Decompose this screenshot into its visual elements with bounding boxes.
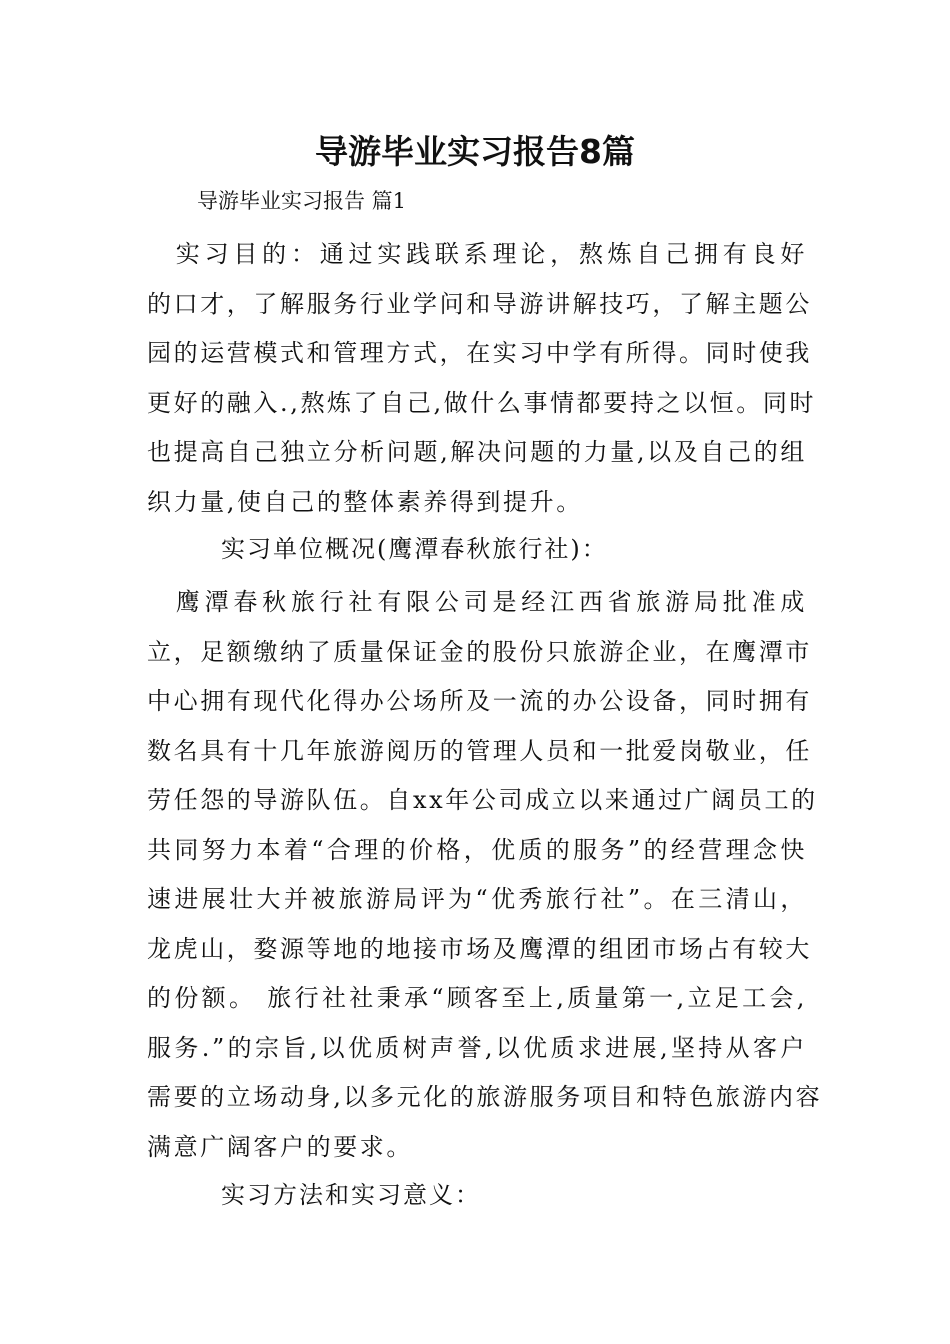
paragraph-line: 服务.”的宗旨,以优质树声誉,以优质求进展,坚持从客户 [147, 1033, 807, 1062]
paragraph-line: 劳任怨的导游队伍。自xx年公司成立以来通过广阔员工的 [147, 786, 818, 814]
document-subtitle: 导游毕业实习报告 篇1 [197, 189, 407, 213]
paragraph-line: 园的运营模式和管理方式，在实习中学有所得。同时使我 [147, 339, 812, 367]
paragraph-line: 立，足额缴纳了质量保证金的股份只旅游企业，在鹰潭市 [147, 637, 812, 666]
paragraph-line: 龙虎山，婺源等地的地接市场及鹰潭的组团市场占有较大 [147, 934, 812, 963]
paragraph-line: 更好的融入.,熬炼了自己,做什么事情都要持之以恒。同时 [147, 388, 817, 417]
document-title: 导游毕业实习报告8篇 [315, 132, 635, 171]
paragraph-line: 数名具有十几年旅游阅历的管理人员和一批爱岗敬业，任 [147, 736, 812, 765]
paragraph-line: 需要的立场动身,以多元化的旅游服务项目和特色旅游内容 [147, 1083, 823, 1111]
paragraph-line: 中心拥有现代化得办公场所及一流的办公设备，同时拥有 [147, 687, 812, 715]
section-heading-unit-overview: 实习单位概况(鹰潭春秋旅行社)： [221, 535, 608, 563]
paragraph-line: 的口才，了解服务行业学问和导游讲解技巧，了解主题公 [147, 289, 812, 318]
paragraph-line: 织力量,使自己的整体素养得到提升。 [147, 487, 583, 516]
paragraph-line: 共同努力本着“合理的价格，优质的服务”的经营理念快 [147, 835, 807, 864]
paragraph-line: 速进展壮大并被旅游局评为“优秀旅行社”。在三清山， [147, 885, 807, 913]
paragraph-line: 鹰潭春秋旅行社有限公司是经江西省旅游局批准成 [147, 588, 807, 616]
paragraph-line: 满意广阔客户的要求。 [147, 1132, 413, 1161]
paragraph-line: 也提高自己独立分析问题,解决问题的力量,以及自己的组 [147, 438, 807, 466]
paragraph-company [147, 578, 823, 1172]
paragraph-line: 实习目的：通过实践联系理论，熬炼自己拥有良好 [147, 240, 807, 268]
section-heading-methods: 实习方法和实习意义： [221, 1181, 481, 1209]
paragraph-line: 的份额。 旅行社社秉承“顾客至上,质量第一,立足工会, [147, 984, 807, 1012]
paragraph-purpose [147, 230, 817, 527]
